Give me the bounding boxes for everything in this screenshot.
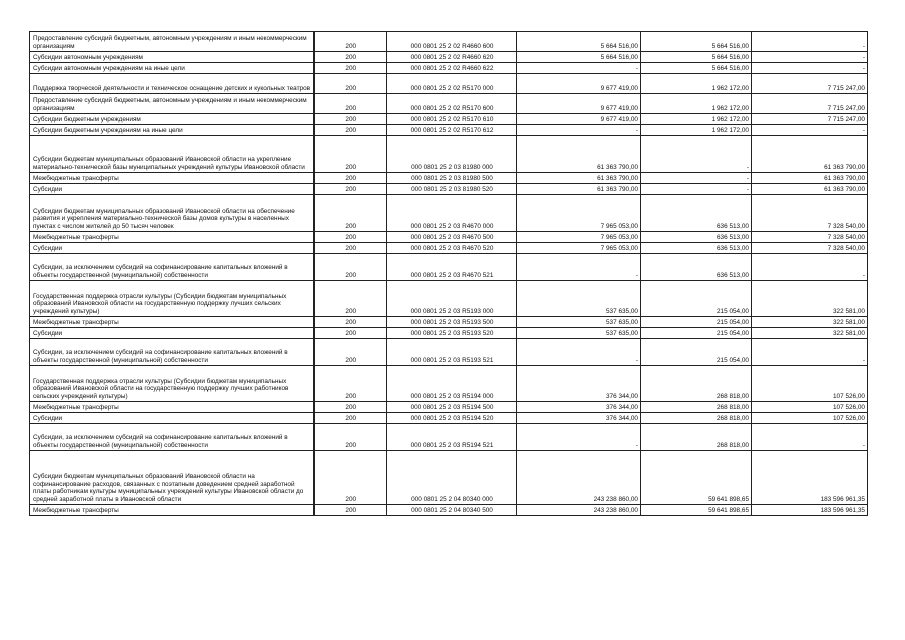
row-value-1: - — [517, 63, 641, 74]
row-code: 200 — [314, 63, 387, 74]
row-value-3: 322 581,00 — [752, 328, 868, 339]
row-code: 200 — [314, 52, 387, 63]
row-kbk: 000 0801 25 2 02 R5170 610 — [387, 114, 517, 125]
row-value-3: - — [752, 63, 868, 74]
table-row — [30, 402, 868, 413]
row-value-2: 1 962 172,00 — [641, 94, 752, 114]
row-value-3: 61 363 790,00 — [752, 136, 868, 173]
row-code: 200 — [314, 184, 387, 195]
row-name: Субсидии — [30, 243, 314, 254]
row-code: 200 — [314, 328, 387, 339]
table-row — [30, 173, 868, 184]
row-name: Субсидии бюджетам муниципальных образований Ивановской области на софинансирование расходов, связанных с поэтапным доведением средней заработной платы работникам культуры муниципальных учреждений культуры Ивановской области до средней заработной платы в Ивановской области — [30, 451, 314, 505]
row-value-2: 5 664 516,00 — [641, 63, 752, 74]
row-kbk: 000 0801 25 2 03 R5194 500 — [387, 402, 517, 413]
row-value-1: 9 677 419,00 — [517, 114, 641, 125]
row-value-2: 636 513,00 — [641, 254, 752, 281]
row-name: Межбюджетные трансферты — [30, 317, 314, 328]
row-value-1: 243 238 860,00 — [517, 505, 641, 516]
row-value-1: 7 965 053,00 — [517, 243, 641, 254]
row-code: 200 — [314, 136, 387, 173]
row-name: Субсидии, за исключением субсидий на софинансирование капитальных вложений в объекты государственной (муниципальной) собственности — [30, 424, 314, 451]
table-row — [30, 74, 868, 94]
row-value-1: 61 363 790,00 — [517, 184, 641, 195]
row-name: Субсидии бюджетам муниципальных образований Ивановской области на обеспечение развития и укрепления материально-технической базы домов культуры в населенных пунктах с числом жителей до 50 тысяч человек — [30, 195, 314, 232]
table-row — [30, 63, 868, 74]
row-code: 200 — [314, 366, 387, 402]
row-name: Субсидии автономным учреждениям на иные цели — [30, 63, 314, 74]
row-name: Субсидии, за исключением субсидий на софинансирование капитальных вложений в объекты государственной (муниципальной) собственности — [30, 339, 314, 366]
row-kbk: 000 0801 25 2 03 81980 500 — [387, 173, 517, 184]
row-value-2: 268 818,00 — [641, 424, 752, 451]
row-code: 200 — [314, 232, 387, 243]
table-row — [30, 136, 868, 173]
table-row — [30, 114, 868, 125]
row-kbk: 000 0801 25 2 03 R4670 000 — [387, 195, 517, 232]
row-value-1: 537 635,00 — [517, 317, 641, 328]
row-value-1: 61 363 790,00 — [517, 136, 641, 173]
row-value-3: 7 328 540,00 — [752, 232, 868, 243]
row-value-1: - — [517, 424, 641, 451]
row-value-3: - — [752, 52, 868, 63]
row-value-2: 59 641 898,65 — [641, 451, 752, 505]
row-code: 200 — [314, 505, 387, 516]
row-kbk: 000 0801 25 2 03 R5194 521 — [387, 424, 517, 451]
row-value-1: - — [517, 125, 641, 136]
row-code: 200 — [314, 402, 387, 413]
row-value-2: 5 664 516,00 — [641, 32, 752, 52]
row-value-3: 183 596 961,35 — [752, 451, 868, 505]
row-code: 200 — [314, 74, 387, 94]
budget-table — [29, 31, 868, 516]
row-value-2: 215 054,00 — [641, 281, 752, 317]
row-value-2: 215 054,00 — [641, 328, 752, 339]
row-kbk: 000 0801 25 2 03 R5194 520 — [387, 413, 517, 424]
row-value-1: 537 635,00 — [517, 328, 641, 339]
row-value-1: 376 344,00 — [517, 402, 641, 413]
table-row — [30, 317, 868, 328]
row-value-3: 322 581,00 — [752, 317, 868, 328]
row-value-1: 537 635,00 — [517, 281, 641, 317]
table-row — [30, 413, 868, 424]
row-value-3: 7 328 540,00 — [752, 195, 868, 232]
row-value-2: - — [641, 136, 752, 173]
table-row — [30, 243, 868, 254]
table-row — [30, 424, 868, 451]
row-name: Поддержка творческой деятельности и техническое оснащение детских и кукольных театров — [30, 74, 314, 94]
table-row — [30, 52, 868, 63]
row-value-1: 7 965 053,00 — [517, 232, 641, 243]
row-value-2: 268 818,00 — [641, 413, 752, 424]
row-value-3: 322 581,00 — [752, 281, 868, 317]
row-code: 200 — [314, 125, 387, 136]
row-value-3: 61 363 790,00 — [752, 184, 868, 195]
table-row — [30, 505, 868, 516]
row-value-3: 61 363 790,00 — [752, 173, 868, 184]
row-name: Межбюджетные трансферты — [30, 505, 314, 516]
row-value-1: 376 344,00 — [517, 413, 641, 424]
row-code: 200 — [314, 254, 387, 281]
row-value-3: - — [752, 254, 868, 281]
row-code: 200 — [314, 317, 387, 328]
row-kbk: 000 0801 25 2 02 R4660 620 — [387, 52, 517, 63]
row-name: Субсидии — [30, 184, 314, 195]
row-code: 200 — [314, 114, 387, 125]
row-value-3: - — [752, 424, 868, 451]
row-value-2: 636 513,00 — [641, 195, 752, 232]
row-name: Предоставление субсидий бюджетным, автономным учреждениям и иным некоммерческим организациям — [30, 94, 314, 114]
row-kbk: 000 0801 25 2 03 R5193 521 — [387, 339, 517, 366]
row-value-2: 268 818,00 — [641, 402, 752, 413]
table-row — [30, 366, 868, 402]
row-value-1: 61 363 790,00 — [517, 173, 641, 184]
row-value-2: 1 962 172,00 — [641, 74, 752, 94]
row-value-3: - — [752, 339, 868, 366]
row-code: 200 — [314, 243, 387, 254]
row-code: 200 — [314, 424, 387, 451]
row-value-2: 268 818,00 — [641, 366, 752, 402]
row-name: Субсидии бюджетным учреждениям — [30, 114, 314, 125]
row-kbk: 000 0801 25 2 02 R5170 000 — [387, 74, 517, 94]
row-code: 200 — [314, 94, 387, 114]
row-name: Субсидии — [30, 328, 314, 339]
row-value-1: 5 664 516,00 — [517, 32, 641, 52]
row-kbk: 000 0801 25 2 03 R4670 521 — [387, 254, 517, 281]
row-code: 200 — [314, 281, 387, 317]
row-value-3: 7 715 247,00 — [752, 94, 868, 114]
row-kbk: 000 0801 25 2 02 R5170 612 — [387, 125, 517, 136]
table-row — [30, 339, 868, 366]
row-kbk: 000 0801 25 2 02 R5170 600 — [387, 94, 517, 114]
budget-table-body — [30, 32, 868, 516]
row-name: Межбюджетные трансферты — [30, 173, 314, 184]
row-value-3: 183 596 961,35 — [752, 505, 868, 516]
row-kbk: 000 0801 25 2 02 R4660 600 — [387, 32, 517, 52]
row-value-3: 7 715 247,00 — [752, 74, 868, 94]
row-name: Государственная поддержка отрасли культуры (Субсидии бюджетам муниципальных образований Ивановской области на государственную поддержку лучших работников сельских учреждений культуры) — [30, 366, 314, 402]
row-value-2: 5 664 516,00 — [641, 52, 752, 63]
table-row — [30, 125, 868, 136]
row-kbk: 000 0801 25 2 03 R5193 520 — [387, 328, 517, 339]
row-name: Межбюджетные трансферты — [30, 402, 314, 413]
row-kbk: 000 0801 25 2 02 R4660 622 — [387, 63, 517, 74]
row-value-2: 215 054,00 — [641, 339, 752, 366]
row-kbk: 000 0801 25 2 03 R5194 000 — [387, 366, 517, 402]
row-code: 200 — [314, 339, 387, 366]
row-code: 200 — [314, 195, 387, 232]
row-value-3: 107 526,00 — [752, 413, 868, 424]
table-row — [30, 94, 868, 114]
row-name: Субсидии бюджетам муниципальных образований Ивановской области на укрепление материально-технической базы муниципальных учреждений культуры Ивановской области — [30, 136, 314, 173]
row-value-2: 1 962 172,00 — [641, 114, 752, 125]
row-value-3: 107 526,00 — [752, 402, 868, 413]
table-row — [30, 328, 868, 339]
row-code: 200 — [314, 173, 387, 184]
row-kbk: 000 0801 25 2 03 R5193 500 — [387, 317, 517, 328]
row-value-3: - — [752, 125, 868, 136]
row-name: Предоставление субсидий бюджетным, автономным учреждениям и иным некоммерческим организациям — [30, 32, 314, 52]
table-row — [30, 232, 868, 243]
row-kbk: 000 0801 25 2 03 R5193 000 — [387, 281, 517, 317]
row-name: Субсидии автономным учреждениям — [30, 52, 314, 63]
row-name: Государственная поддержка отрасли культуры (Субсидии бюджетам муниципальных образований Ивановской области на государственную поддержку лучших сельских учреждений культуры) — [30, 281, 314, 317]
row-kbk: 000 0801 25 2 03 R4670 500 — [387, 232, 517, 243]
row-value-2: 215 054,00 — [641, 317, 752, 328]
row-code: 200 — [314, 451, 387, 505]
row-value-2: 59 641 898,65 — [641, 505, 752, 516]
row-value-2: - — [641, 173, 752, 184]
row-value-1: 243 238 860,00 — [517, 451, 641, 505]
row-kbk: 000 0801 25 2 04 80340 500 — [387, 505, 517, 516]
row-value-2: 1 962 172,00 — [641, 125, 752, 136]
row-value-1: 376 344,00 — [517, 366, 641, 402]
row-code: 200 — [314, 413, 387, 424]
row-code: 200 — [314, 32, 387, 52]
row-value-1: 9 677 419,00 — [517, 94, 641, 114]
row-value-2: - — [641, 184, 752, 195]
row-value-2: 636 513,00 — [641, 243, 752, 254]
row-value-3: 107 526,00 — [752, 366, 868, 402]
row-value-1: 7 965 053,00 — [517, 195, 641, 232]
table-row — [30, 281, 868, 317]
row-name: Субсидии, за исключением субсидий на софинансирование капитальных вложений в объекты государственной (муниципальной) собственности — [30, 254, 314, 281]
row-value-1: 5 664 516,00 — [517, 52, 641, 63]
row-value-1: - — [517, 254, 641, 281]
row-name: Межбюджетные трансферты — [30, 232, 314, 243]
row-kbk: 000 0801 25 2 03 R4670 520 — [387, 243, 517, 254]
row-value-1: - — [517, 339, 641, 366]
row-value-3: - — [752, 32, 868, 52]
table-row — [30, 254, 868, 281]
row-name: Субсидии бюджетным учреждениям на иные цели — [30, 125, 314, 136]
table-row — [30, 195, 868, 232]
row-value-1: 9 677 419,00 — [517, 74, 641, 94]
table-row — [30, 451, 868, 505]
row-value-3: 7 328 540,00 — [752, 243, 868, 254]
table-row — [30, 184, 868, 195]
table-row — [30, 32, 868, 52]
row-kbk: 000 0801 25 2 03 81980 000 — [387, 136, 517, 173]
row-name: Субсидии — [30, 413, 314, 424]
row-value-2: 636 513,00 — [641, 232, 752, 243]
row-kbk: 000 0801 25 2 03 81980 520 — [387, 184, 517, 195]
row-value-3: 7 715 247,00 — [752, 114, 868, 125]
row-kbk: 000 0801 25 2 04 80340 000 — [387, 451, 517, 505]
